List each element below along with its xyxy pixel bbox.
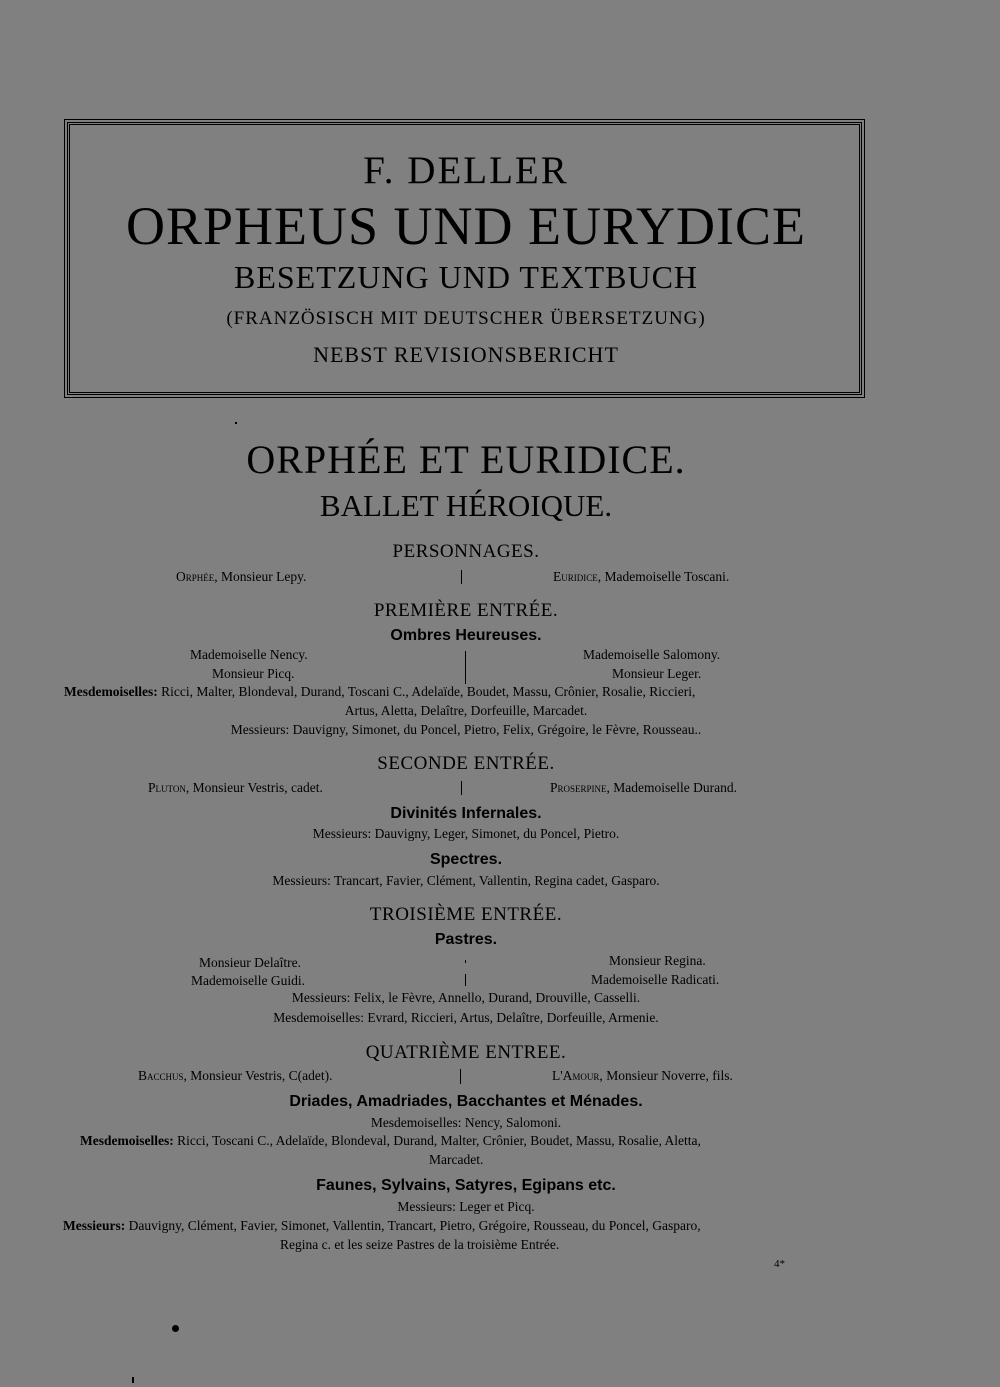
entree3-left2: Mademoiselle Guidi.: [191, 973, 305, 988]
bacchus-line: [138, 1068, 333, 1084]
entree4-heading: QUATRIÈME ENTREE.: [365, 1042, 567, 1063]
entree4-group1-line2: [80, 1133, 701, 1149]
euridice-line: [553, 569, 729, 585]
role-proserpine: Proserpine,: [550, 780, 610, 795]
column-divider: [461, 570, 462, 584]
main-title: ORPHEUS UND EURYDICE: [125, 196, 807, 256]
label-messieurs: Messieurs:: [63, 1218, 126, 1233]
ink-speck: [172, 1325, 179, 1332]
subtitle: BESETZUNG UND TEXTBUCH: [233, 259, 699, 295]
entree1-left1: Mademoiselle Nency.: [190, 647, 308, 662]
ink-speck: [235, 422, 237, 424]
entree2-heading: SECONDE ENTRÉE.: [377, 753, 555, 774]
label-mesdemoiselles: Mesdemoiselles:: [80, 1133, 174, 1148]
cast-euridice: Mademoiselle Toscani.: [604, 569, 730, 584]
entree1-right2: Monsieur Leger.: [612, 666, 702, 681]
names: Dauvigny, Clément, Favier, Simonet, Vallentin, Trancart, Pietro, Grégoire, Rousseau, du Poncel, Gasparo,: [128, 1218, 701, 1233]
entree3-left1: Monsieur Delaître.: [199, 955, 301, 970]
orphee-line: [176, 569, 306, 585]
names: Ricci, Malter, Blondeval, Durand, Toscani C., Adelaïde, Boudet, Massu, Crônier, Rosalie, Riccieri,: [161, 684, 696, 699]
entree3-right2: Mademoiselle Radicati.: [591, 972, 720, 987]
entree4-group2-line3: Regina c. et les seize Pastres de la troisième Entrée.: [280, 1237, 560, 1252]
label-mesdemoiselles: Mesdemoiselles:: [64, 684, 158, 699]
role-orphee: Orphée,: [176, 569, 218, 584]
entree1-mesdemoiselles: [64, 684, 695, 700]
entree3-mesdemoiselles: Mesdemoiselles: Evrard, Riccieri, Artus, Delaître, Dorfeuille, Armenie.: [273, 1010, 659, 1025]
work-title: ORPHÉE ET EURIDICE.: [246, 437, 686, 482]
entree4-group1-line3: Marcadet.: [429, 1152, 484, 1167]
names: Ricci, Toscani C., Adelaïde, Blondeval, Durand, Malter, Crônier, Boudet, Massu, Rosalie, Aletta,: [177, 1133, 701, 1148]
revision-note: NEBST REVISIONSBERICHT: [313, 342, 619, 367]
language-note: (FRANZÖSISCH MIT DEUTSCHER ÜBERSETZUNG): [226, 308, 706, 329]
amour-line: [552, 1068, 733, 1084]
work-genre: BALLET HÉROIQUE.: [319, 488, 613, 523]
page-number: 4*: [774, 1258, 785, 1270]
entree2-group2: Spectres.: [429, 851, 503, 868]
entree1-group: Ombres Heureuses.: [390, 627, 542, 644]
entree3-right1: Monsieur Regina.: [609, 953, 706, 968]
entree4-group1-line1: Mesdemoiselles: Nency, Salomoni.: [370, 1115, 562, 1130]
entree3-messieurs: Messieurs: Felix, le Fèvre, Annello, Durand, Drouville, Casselli.: [291, 990, 641, 1005]
entree3-group: Pastres.: [434, 931, 498, 948]
entree1-left2: Monsieur Picq.: [212, 666, 295, 681]
entree3-heading: TROISIÈME ENTRÉE.: [369, 904, 563, 925]
entree4-group2: Faunes, Sylvains, Satyres, Egipans etc.: [316, 1177, 616, 1194]
role-amour: L'Amour,: [552, 1068, 603, 1083]
role-bacchus: Bacchus,: [138, 1068, 187, 1083]
entree1-heading: PREMIÈRE ENTRÉE.: [373, 600, 559, 621]
proserpine-line: [550, 780, 737, 796]
column-divider: [465, 960, 466, 963]
entree1-messieurs: Messieurs: Dauvigny, Simonet, du Poncel, Pietro, Felix, Grégoire, le Fèvre, Rousseau..: [230, 722, 702, 737]
column-divider: [461, 781, 462, 795]
column-divider: [465, 651, 466, 684]
role-euridice: Euridice,: [553, 569, 602, 584]
entree2-group1-line: Messieurs: Dauvigny, Leger, Simonet, du Poncel, Pietro.: [312, 826, 620, 841]
cast-bacchus: Monsieur Vestris, C(adet).: [190, 1068, 333, 1083]
column-divider: [460, 1069, 461, 1084]
role-pluton: Pluton,: [148, 780, 190, 795]
cast-proserpine: Mademoiselle Durand.: [613, 780, 737, 795]
cast-orphee: Monsieur Lepy.: [221, 569, 307, 584]
cast-amour: Monsieur Noverre, fils.: [606, 1068, 733, 1083]
entree4-group2-line2: [63, 1218, 701, 1234]
entree2-group2-line: Messieurs: Trancart, Favier, Clément, Vallentin, Regina cadet, Gasparo.: [272, 873, 660, 888]
entree4-group1: Driades, Amadriades, Bacchantes et Ménades.: [289, 1093, 643, 1110]
pluton-line: [148, 780, 323, 796]
cast-pluton: Monsieur Vestris, cadet.: [192, 780, 323, 795]
entree1-mesdemoiselles-cont: Artus, Aletta, Delaître, Dorfeuille, Marcadet.: [344, 703, 588, 718]
personnages-heading: PERSONNAGES.: [392, 541, 540, 562]
author: F. DELLER: [363, 149, 569, 192]
entree1-right1: Mademoiselle Salomony.: [583, 647, 721, 662]
column-divider: [465, 974, 466, 986]
entree2-group1: Divinités Infernales.: [390, 805, 542, 822]
entree4-group2-line1: Messieurs: Leger et Picq.: [397, 1199, 535, 1214]
ink-speck: [132, 1377, 134, 1383]
